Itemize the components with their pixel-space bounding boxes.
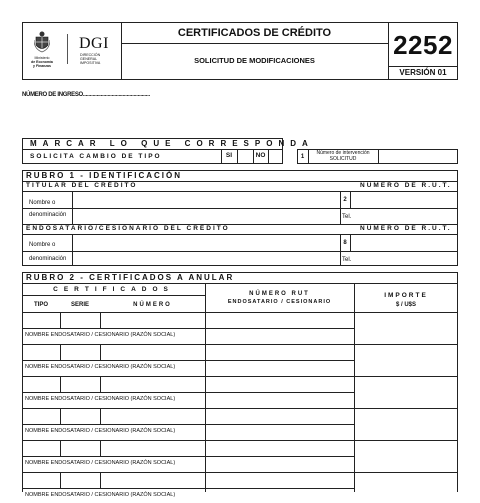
nombre-endosatario-label: NOMBRE ENDOSATARIO / CESIONARIO (RAZÓN SOCIAL) <box>25 364 176 370</box>
serie-input[interactable] <box>61 377 99 391</box>
importe-input[interactable] <box>355 409 457 439</box>
importe-input[interactable] <box>355 473 457 503</box>
endosatario-rut-field-number: 8 <box>343 240 347 246</box>
serie-input[interactable] <box>61 313 99 327</box>
endosatario-rut-divider <box>340 234 341 266</box>
col-serie: SERIE <box>70 302 89 308</box>
tipo-input[interactable] <box>23 377 59 391</box>
numero-input[interactable] <box>101 409 204 423</box>
nombre-endosatario-label: NOMBRE ENDOSATARIO / CESIONARIO (RAZÓN SOCIAL) <box>25 428 176 434</box>
numero-input[interactable] <box>101 473 204 487</box>
col-tipo: TIPO <box>33 302 48 308</box>
tipo-input[interactable] <box>23 313 59 327</box>
form-number: 2252 <box>393 30 453 60</box>
form-version: VERSIÓN 01 <box>399 68 447 77</box>
serie-input[interactable] <box>61 409 99 423</box>
importe-input[interactable] <box>355 377 457 407</box>
nombre-endosatario-label: NOMBRE ENDOSATARIO / CESIONARIO (RAZÓN SOCIAL) <box>25 332 176 338</box>
form-subtitle: SOLICITUD DE MODIFICACIONES <box>194 56 315 65</box>
form-title: CERTIFICADOS DE CRÉDITO <box>177 27 332 39</box>
endosatario-rut-input[interactable] <box>351 235 457 250</box>
row-mid-rule <box>22 392 354 393</box>
row-mid-rule <box>22 328 354 329</box>
no-label: NO <box>255 152 266 159</box>
importe-input[interactable] <box>355 345 457 375</box>
endosatario-denominacion-label: denominación <box>29 256 67 262</box>
rubro2-title-rule <box>22 283 458 284</box>
rut-input[interactable] <box>206 377 353 391</box>
certificados-label: CERTIFICADOS <box>53 286 174 293</box>
numero-input[interactable] <box>101 377 204 391</box>
logo-separator <box>67 34 68 64</box>
rut-input[interactable] <box>206 313 353 327</box>
endosatario-label: ENDOSATARIO/CESIONARIO DEL CRÉDITO <box>26 225 230 232</box>
row-mid-rule <box>22 456 354 457</box>
rubro1-title: RUBRO 1 - IDENTIFICACIÓN <box>26 171 182 180</box>
marcar-row-label: SOLICITA CAMBIO DE TIPO <box>30 153 162 160</box>
coat-of-arms-icon <box>34 31 50 53</box>
nombre-endosatario-label: NOMBRE ENDOSATARIO / CESIONARIO (RAZÓN SOCIAL) <box>25 396 176 402</box>
si-checkbox[interactable] <box>237 150 253 163</box>
endosatario-tel-input[interactable] <box>356 252 457 265</box>
titular-rut-field-number: 2 <box>343 197 347 203</box>
titular-nombre-label: Nombre o <box>29 200 56 206</box>
header-version-rule <box>388 66 458 67</box>
titular-denominacion-label: denominación <box>29 212 67 218</box>
intervention-label-1: Número de intervención <box>316 150 370 156</box>
importe-input[interactable] <box>355 313 457 343</box>
row-mid-rule <box>22 424 354 425</box>
numero-input[interactable] <box>101 441 204 455</box>
si-label: SI <box>225 152 233 159</box>
rut-label-2: NÚMERO DE R.U.T. <box>360 225 452 232</box>
tipo-input[interactable] <box>23 409 59 423</box>
row-mid-rule <box>22 488 354 489</box>
titular-tel-input[interactable] <box>356 209 457 223</box>
titular-tel-label: Tel. <box>342 214 352 220</box>
titular-name-input[interactable] <box>73 192 339 223</box>
col-rut-line1: NÚMERO RUT <box>249 291 310 297</box>
ministry-line-3: y Finanzas <box>33 64 51 68</box>
nombre-endosatario-label: NOMBRE ENDOSATARIO / CESIONARIO (RAZÓN SOCIAL) <box>25 492 176 498</box>
col-rut-line2: ENDOSATARIO / CESIONARIO <box>227 299 332 305</box>
intervention-field-number: 1 <box>300 154 305 160</box>
col-importe-line2: $ / U$S <box>395 302 416 308</box>
serie-input[interactable] <box>61 473 99 487</box>
titular-rut-input[interactable] <box>351 192 457 207</box>
tipo-input[interactable] <box>23 473 59 487</box>
rubro2-title: RUBRO 2 - CERTIFICADOS A ANULAR <box>26 273 235 282</box>
numero-input[interactable] <box>101 345 204 359</box>
dgi-logo: DGI <box>79 35 109 52</box>
dgi-subtitle-3: IMPOSITIVA <box>80 61 101 65</box>
certificados-rule <box>22 295 205 296</box>
col-numero: NÚMERO <box>133 302 172 308</box>
rut-input[interactable] <box>206 441 353 455</box>
titular-label: TITULAR DEL CRÉDITO <box>26 182 138 189</box>
rut-input[interactable] <box>206 345 353 359</box>
dgi-subtitle-1: DIRECCIÓN <box>80 53 101 57</box>
serie-input[interactable] <box>61 345 99 359</box>
ministry-line-1: Ministerio <box>34 56 50 60</box>
marcar-title: MARCAR LO QUE CORRESPONDA <box>30 139 314 148</box>
row-mid-rule <box>22 360 354 361</box>
no-checkbox[interactable] <box>268 150 283 163</box>
ministry-line-2: de Economía <box>31 60 53 64</box>
rut-label-1: NÚMERO DE R.U.T. <box>360 182 452 189</box>
tipo-input[interactable] <box>23 345 59 359</box>
intervention-input[interactable] <box>379 150 457 163</box>
endosatario-name-input[interactable] <box>73 235 339 265</box>
dgi-subtitle-2: GENERAL <box>80 57 98 61</box>
serie-input[interactable] <box>61 441 99 455</box>
tipo-input[interactable] <box>23 441 59 455</box>
col-importe-line1: IMPORTE <box>384 292 428 299</box>
header-title-rule <box>121 43 388 44</box>
intervention-label-2: SOLICITUD <box>329 156 357 162</box>
importe-input[interactable] <box>355 441 457 471</box>
nombre-endosatario-label: NOMBRE ENDOSATARIO / CESIONARIO (RAZÓN SOCIAL) <box>25 460 176 466</box>
numero-input[interactable] <box>101 313 204 327</box>
numero-ingreso[interactable]: NÚMERO DE INGRESO................................................. <box>22 92 150 98</box>
rut-input[interactable] <box>206 473 353 487</box>
endosatario-nombre-label: Nombre o <box>29 242 56 248</box>
rut-input[interactable] <box>206 409 353 423</box>
endosatario-tel-label: Tel. <box>342 257 352 263</box>
